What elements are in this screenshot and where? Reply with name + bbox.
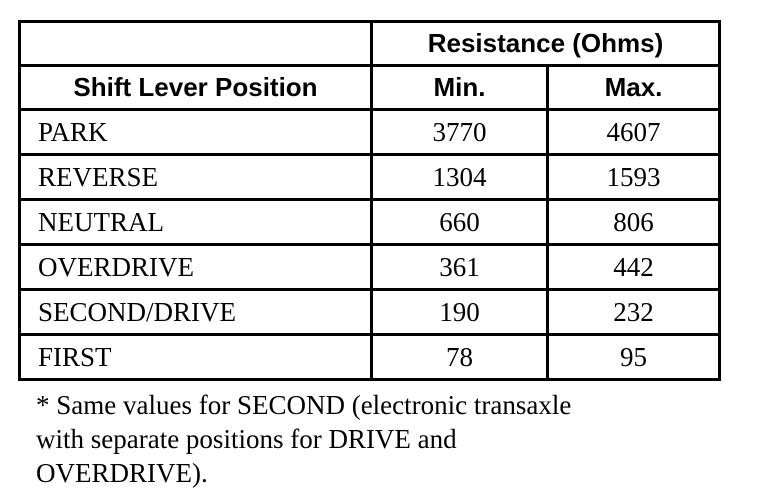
table-row [20, 245, 720, 290]
min-cell: 660 [372, 200, 548, 245]
position-cell: REVERSE [20, 155, 372, 200]
max-cell: 232 [548, 290, 720, 335]
footnote-line: with separate positions for DRIVE and [36, 424, 457, 454]
min-cell: 361 [372, 245, 548, 290]
min-cell: 190 [372, 290, 548, 335]
resistance-group-header: Resistance (Ohms) [372, 22, 720, 66]
shift-lever-position-header: Shift Lever Position [20, 66, 372, 110]
footnote-line: OVERDRIVE). [36, 458, 208, 488]
min-cell: 1304 [372, 155, 548, 200]
min-cell: 78 [372, 335, 548, 380]
min-cell: 3770 [372, 110, 548, 155]
table-row [20, 335, 720, 380]
position-cell: NEUTRAL [20, 200, 372, 245]
resistance-table-container [18, 20, 718, 381]
table-row [20, 290, 720, 335]
footnote-line: * Same values for SECOND (electronic transaxle [36, 390, 572, 420]
max-cell: 4607 [548, 110, 720, 155]
group-header-row [20, 22, 720, 66]
table-row [20, 200, 720, 245]
position-cell: FIRST [20, 335, 372, 380]
footnote [36, 388, 736, 490]
min-header: Min. [372, 66, 548, 110]
resistance-table [18, 20, 721, 381]
max-cell: 95 [548, 335, 720, 380]
position-cell: SECOND/DRIVE [20, 290, 372, 335]
column-header-row [20, 66, 720, 110]
table-row [20, 155, 720, 200]
position-cell: OVERDRIVE [20, 245, 372, 290]
max-cell: 1593 [548, 155, 720, 200]
max-cell: 442 [548, 245, 720, 290]
table-row [20, 110, 720, 155]
empty-corner-cell [20, 22, 372, 66]
max-header: Max. [548, 66, 720, 110]
max-cell: 806 [548, 200, 720, 245]
position-cell: PARK [20, 110, 372, 155]
